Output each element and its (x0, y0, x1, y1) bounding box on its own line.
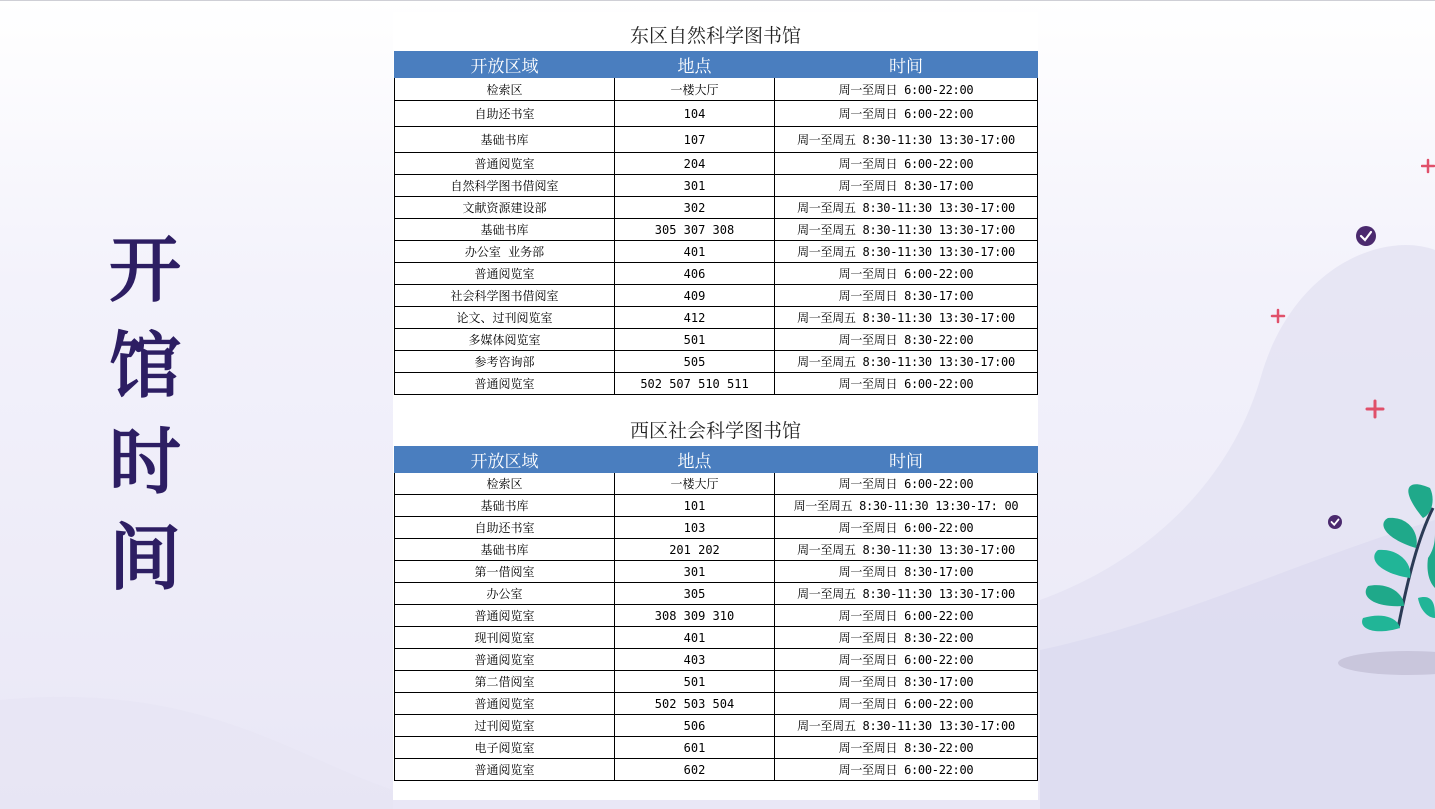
cell-area: 自然科学图书借阅室 (395, 175, 615, 197)
cell-hours: 周一至周日 6:00-22:00 (775, 693, 1038, 715)
cell-location: 506 (615, 715, 775, 737)
cell-hours: 周一至周日 6:00-22:00 (775, 759, 1038, 781)
table-row (395, 197, 1038, 219)
cell-location: 107 (615, 127, 775, 153)
cell-area: 办公室 业务部 (395, 241, 615, 263)
table-row (395, 759, 1038, 781)
plus-sparkle-icon (1421, 158, 1435, 174)
header-location: 地点 (615, 447, 775, 473)
table-row (395, 351, 1038, 373)
east-schedule-table (394, 51, 1038, 395)
cell-location: 406 (615, 263, 775, 285)
cell-area: 普通阅览室 (395, 263, 615, 285)
cell-area: 电子阅览室 (395, 737, 615, 759)
cell-area: 基础书库 (395, 219, 615, 241)
cell-location: 308 309 310 (615, 605, 775, 627)
table-row (395, 101, 1038, 127)
table-row (395, 649, 1038, 671)
vertical-title (105, 222, 185, 606)
table-row (395, 373, 1038, 395)
title-char: 开 (108, 228, 181, 312)
table-header-row (395, 52, 1038, 78)
table-row (395, 561, 1038, 583)
cell-hours: 周一至周日 6:00-22:00 (775, 517, 1038, 539)
cell-hours: 周一至周五 8:30-11:30 13:30-17:00 (775, 307, 1038, 329)
cell-hours: 周一至周日 6:00-22:00 (775, 649, 1038, 671)
title-char: 馆 (108, 324, 181, 408)
cell-location: 305 307 308 (615, 219, 775, 241)
cell-hours: 周一至周日 8:30-17:00 (775, 561, 1038, 583)
west-library-title: 西区社会科学图书馆 (629, 420, 801, 442)
cell-area: 过刊阅览室 (395, 715, 615, 737)
cell-hours: 周一至周日 6:00-22:00 (775, 263, 1038, 285)
table-row (395, 495, 1038, 517)
cell-location: 409 (615, 285, 775, 307)
cell-hours: 周一至周五 8:30-11:30 13:30-17:00 (775, 715, 1038, 737)
cell-location: 103 (615, 517, 775, 539)
cell-location: 602 (615, 759, 775, 781)
east-library-title: 东区自然科学图书馆 (629, 25, 801, 47)
table-row (395, 285, 1038, 307)
table-row (395, 627, 1038, 649)
table-row (395, 693, 1038, 715)
cell-hours: 周一至周日 8:30-22:00 (775, 329, 1038, 351)
check-circle-icon (1355, 225, 1377, 247)
cell-hours: 周一至周日 8:30-17:00 (775, 285, 1038, 307)
cell-location: 403 (615, 649, 775, 671)
table-row (395, 241, 1038, 263)
cell-hours: 周一至周五 8:30-11:30 13:30-17: 00 (775, 495, 1038, 517)
table-row (395, 307, 1038, 329)
cell-area: 普通阅览室 (395, 649, 615, 671)
cell-location: 301 (615, 561, 775, 583)
cell-hours: 周一至周日 8:30-17:00 (775, 175, 1038, 197)
cell-location: 一楼大厅 (615, 473, 775, 495)
cell-area: 第一借阅室 (395, 561, 615, 583)
header-hours: 时间 (775, 52, 1038, 78)
cell-area: 普通阅览室 (395, 693, 615, 715)
leaf-plant-icon (1338, 478, 1435, 678)
title-char: 时 (108, 420, 181, 504)
cell-hours: 周一至周日 6:00-22:00 (775, 101, 1038, 127)
cell-location: 401 (615, 241, 775, 263)
cell-area: 基础书库 (395, 495, 615, 517)
table-row (395, 737, 1038, 759)
cell-area: 第二借阅室 (395, 671, 615, 693)
cell-hours: 周一至周日 6:00-22:00 (775, 473, 1038, 495)
header-area: 开放区域 (395, 447, 615, 473)
cell-hours: 周一至周日 6:00-22:00 (775, 373, 1038, 395)
cell-area: 检索区 (395, 78, 615, 101)
cell-area: 现刊阅览室 (395, 627, 615, 649)
table-row (395, 78, 1038, 101)
table-row (395, 153, 1038, 175)
cell-location: 501 (615, 329, 775, 351)
cell-location: 601 (615, 737, 775, 759)
cell-hours: 周一至周五 8:30-11:30 13:30-17:00 (775, 197, 1038, 219)
table-row (395, 175, 1038, 197)
cell-location: 505 (615, 351, 775, 373)
cell-location: 401 (615, 627, 775, 649)
cell-hours: 周一至周五 8:30-11:30 13:30-17:00 (775, 539, 1038, 561)
table-row (395, 329, 1038, 351)
west-schedule-table (394, 446, 1038, 781)
table-row (395, 263, 1038, 285)
cell-hours: 周一至周日 8:30-17:00 (775, 671, 1038, 693)
cell-location: 501 (615, 671, 775, 693)
cell-location: 502 503 504 (615, 693, 775, 715)
cell-hours: 周一至周五 8:30-11:30 13:30-17:00 (775, 241, 1038, 263)
cell-area: 普通阅览室 (395, 153, 615, 175)
table-row (395, 127, 1038, 153)
plus-sparkle-icon (1365, 399, 1385, 419)
cell-area: 文献资源建设部 (395, 197, 615, 219)
table-row (395, 517, 1038, 539)
cell-location: 412 (615, 307, 775, 329)
plus-sparkle-icon (1270, 308, 1286, 324)
cell-area: 论文、过刊阅览室 (395, 307, 615, 329)
cell-hours: 周一至周五 8:30-11:30 13:30-17:00 (775, 583, 1038, 605)
cell-hours: 周一至周日 8:30-22:00 (775, 737, 1038, 759)
cell-location: 104 (615, 101, 775, 127)
cell-hours: 周一至周五 8:30-11:30 13:30-17:00 (775, 351, 1038, 373)
table-header-row (395, 447, 1038, 473)
cell-area: 普通阅览室 (395, 373, 615, 395)
cell-hours: 周一至周日 6:00-22:00 (775, 153, 1038, 175)
table-row (395, 583, 1038, 605)
table-row (395, 473, 1038, 495)
cell-hours: 周一至周日 6:00-22:00 (775, 605, 1038, 627)
cell-hours: 周一至周日 6:00-22:00 (775, 78, 1038, 101)
cell-hours: 周一至周五 8:30-11:30 13:30-17:00 (775, 127, 1038, 153)
header-hours: 时间 (775, 447, 1038, 473)
title-char: 间 (108, 516, 181, 600)
header-area: 开放区域 (395, 52, 615, 78)
cell-area: 社会科学图书借阅室 (395, 285, 615, 307)
cell-area: 普通阅览室 (395, 605, 615, 627)
cell-location: 201 202 (615, 539, 775, 561)
cell-hours: 周一至周日 8:30-22:00 (775, 627, 1038, 649)
cell-location: 302 (615, 197, 775, 219)
cell-area: 多媒体阅览室 (395, 329, 615, 351)
cell-area: 普通阅览室 (395, 759, 615, 781)
east-table-body (395, 78, 1038, 395)
cell-location: 305 (615, 583, 775, 605)
schedule-sheet (393, 12, 1038, 800)
cell-location: 301 (615, 175, 775, 197)
cell-area: 参考咨询部 (395, 351, 615, 373)
cell-area: 自助还书室 (395, 517, 615, 539)
table-row (395, 671, 1038, 693)
cell-area: 自助还书室 (395, 101, 615, 127)
cell-area: 基础书库 (395, 539, 615, 561)
table-row (395, 539, 1038, 561)
cell-area: 办公室 (395, 583, 615, 605)
cell-location: 一楼大厅 (615, 78, 775, 101)
cell-location: 502 507 510 511 (615, 373, 775, 395)
cell-hours: 周一至周五 8:30-11:30 13:30-17:00 (775, 219, 1038, 241)
table-row (395, 605, 1038, 627)
header-location: 地点 (615, 52, 775, 78)
cell-area: 检索区 (395, 473, 615, 495)
west-table-body (395, 473, 1038, 781)
table-row (395, 715, 1038, 737)
cell-location: 101 (615, 495, 775, 517)
cell-area: 基础书库 (395, 127, 615, 153)
table-row (395, 219, 1038, 241)
cell-location: 204 (615, 153, 775, 175)
